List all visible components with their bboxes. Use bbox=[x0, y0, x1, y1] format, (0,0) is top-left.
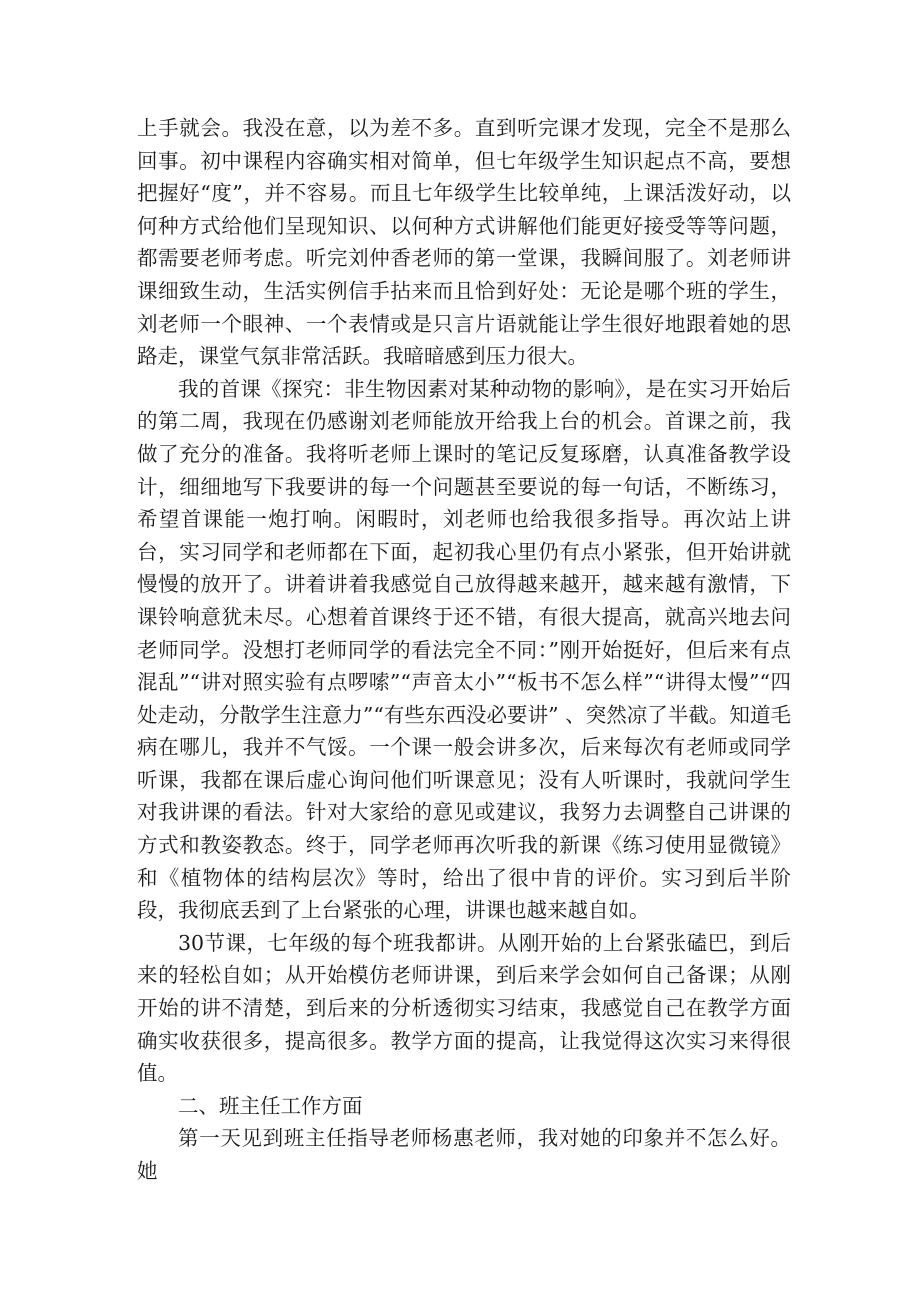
section-heading: 二、班主任工作方面 bbox=[178, 1093, 363, 1118]
paragraph-continuation: 上手就会。我没在意，以为差不多。直到听完课才发现，完全不是那么回事。初中课程内容确实相对简单，但七年级学生知识起点不高，要想把握好“度”，并不容易。而且七年级学生比较单纯，上课活泼好动，以何种方式给他们呈现知识、以何种方式讲解他们能更好接受等等问题，都需要老师考虑。听完刘仲香老师的第一堂课，我瞬间服了。刘老师讲课细致生动，生活实例信手拈来而且恰到好处：无论是哪个班的学生，刘老师一个眼神、一个表情或是只言片语就能让学生很好地跟着她的思路走，课堂气氛非常活跃。我暗暗感到压力很大。 bbox=[137, 116, 791, 369]
document-body bbox=[137, 112, 791, 1188]
paragraph-thirty-lessons: 30节课，七年级的每个班我都讲。从刚开始的上台紧张磕巴，到后来的轻松自如；从开始模仿老师讲课，到后来学会如何自己备课；从刚开始的讲不清楚，到后来的分析透彻实习结束，我感觉自己在教学方面确实收获很多，提高很多。教学方面的提高，让我觉得这次实习来得很值。 bbox=[137, 930, 791, 1086]
paragraph-first-lesson: 我的首课《探究：非生物因素对某种动物的影响》，是在实习开始后的第二周，我现在仍感谢刘老师能放开给我上台的机会。首课之前，我做了充分的准备。我将听老师上课时的笔记反复琢磨，认真准备教学设计，细细地写下我要讲的每一个问题甚至要说的每一句话，不断练习，希望首课能一炮打响。闲暇时，刘老师也给我很多指导。再次站上讲台，实习同学和老师都在下面，起初我心里仍有点小紧张，但开始讲就慢慢的放开了。讲着讲着我感觉自己放得越来越开，越来越有激情，下课铃响意犹未尽。心想着首课终于还不错，有很大提高，就高兴地去问老师同学。没想打老师同学的看法完全不同：”刚开始挺好，但后来有点混乱”“讲对照实验有点啰嗦”“声音太小”“板书不怎么样”“讲得太慢”“四处走动，分散学生注意力”“有些东西没必要讲” 、突然凉了半截。知道毛病在哪儿，我并不气馁。一个课一般会讲多次，后来每次有老师或同学听课，我都在课后虚心询问他们听课意见；没有人听课时，我就问学生对我讲课的看法。针对大家给的意见或建议，我努力去调整自己讲课的方式和教姿教态。终于，同学老师再次听我的新课《练习使用显微镜》和《植物体的结构层次》等时，给出了很中肯的评价。实习到后半阶段，我彻底丢到了上台紧张的心理，讲课也越来越自如。 bbox=[137, 376, 791, 923]
paragraph-head-teacher: 第一天见到班主任指导老师杨惠老师，我对她的印象并不怎么好。她 bbox=[137, 1126, 791, 1183]
